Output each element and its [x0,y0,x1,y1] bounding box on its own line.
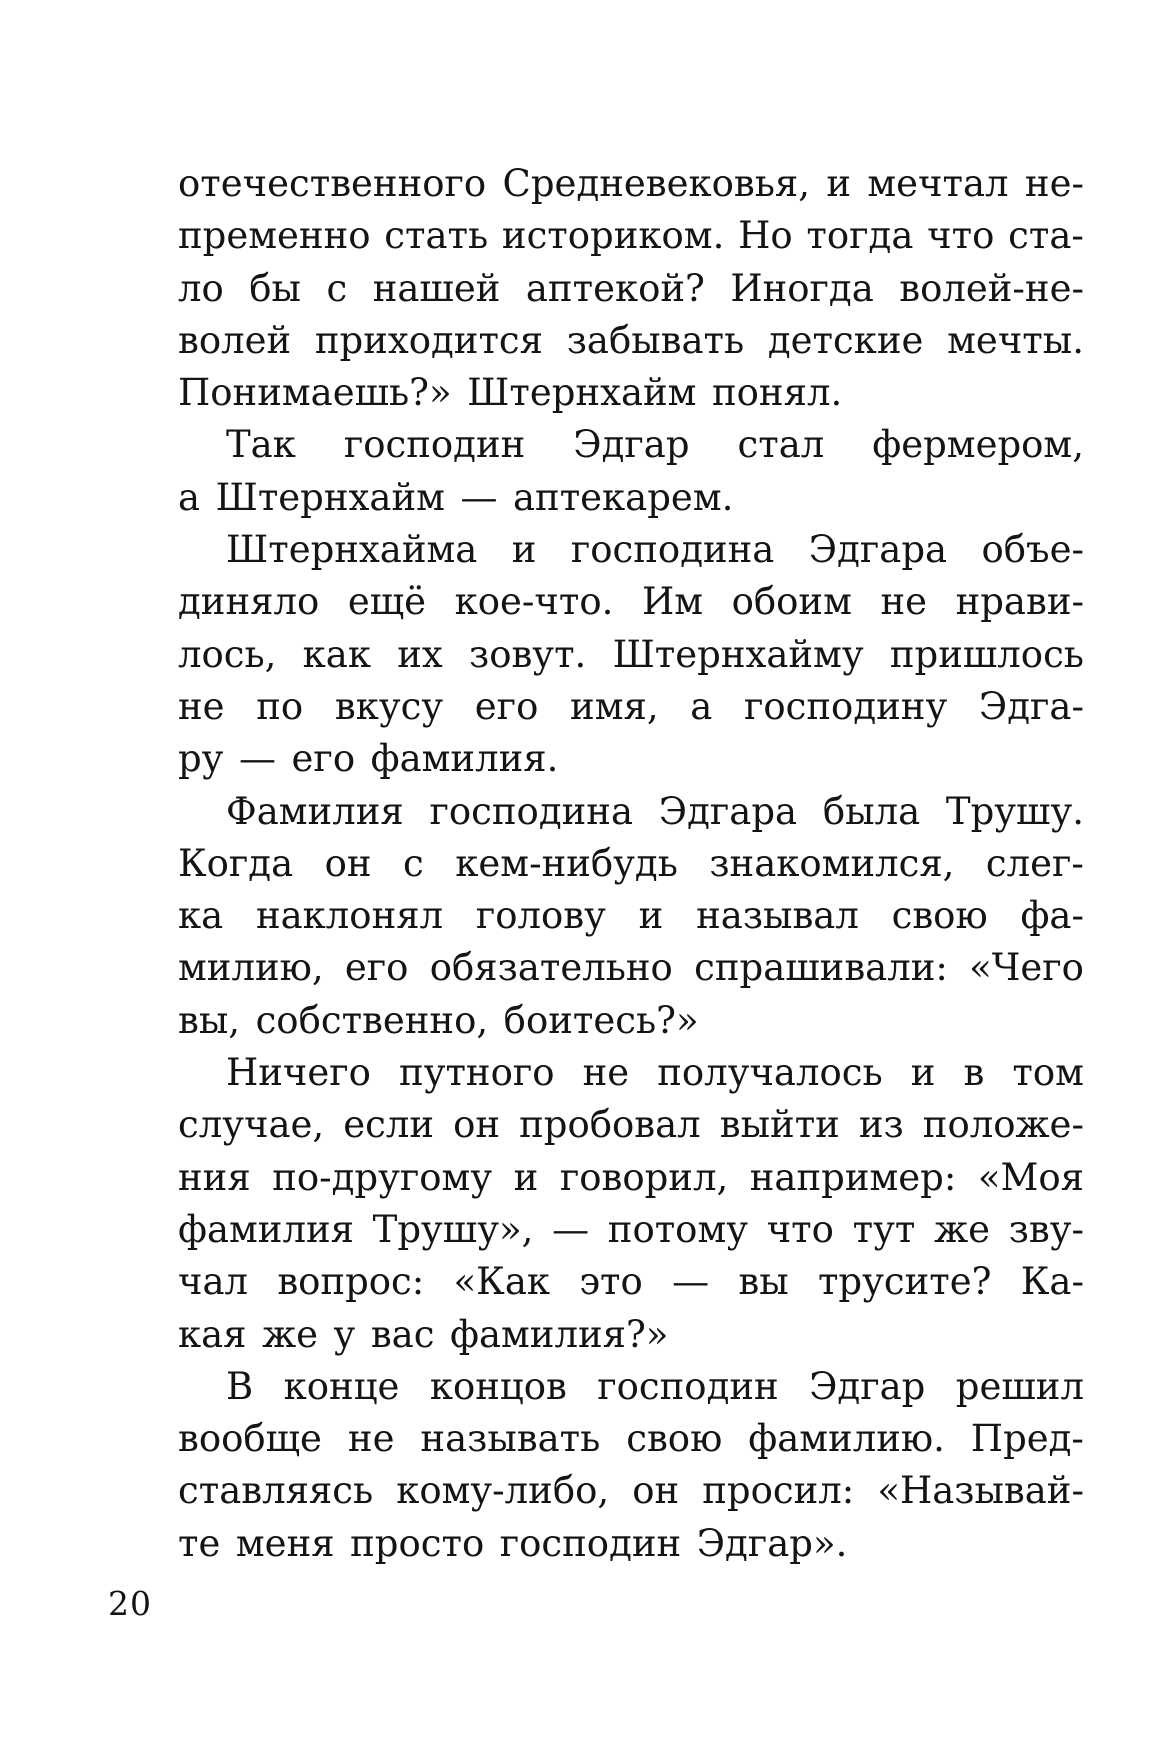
word: как [302,632,371,676]
word: трусите? [817,1260,992,1304]
body-text [178,158,1084,1570]
text-line [178,367,1084,419]
word: с [326,266,348,310]
word: фа- [1020,894,1084,938]
paragraph [178,786,1084,1047]
word: Штернхайма [226,528,478,572]
word: нашей [372,266,501,310]
text-line [178,786,1084,838]
word: Штернхайм [215,475,445,519]
word: волей [178,318,292,362]
word: том [1012,1051,1084,1095]
word: это [579,1260,643,1304]
text-line [178,158,1084,210]
text-line [178,890,1084,942]
word: «Как [453,1260,551,1304]
word: меня [235,1521,335,1565]
word: не [880,580,927,624]
word: В [226,1364,254,1408]
word: Эдгар». [696,1521,848,1565]
word: не [347,1417,395,1461]
word: его [474,684,539,728]
word: Штернхайм [467,371,697,415]
word: получалось [657,1051,883,1095]
word: спрашивали: [694,946,948,990]
word: концов [429,1364,567,1408]
word: например: [749,1155,957,1199]
word: Им [641,580,703,624]
word: ру [178,737,224,781]
word: нрави- [955,580,1084,624]
word: Эдгара [808,528,948,572]
word: — [672,1260,710,1304]
word: конце [283,1364,400,1408]
word: милию, [178,946,324,990]
word: и [638,894,664,938]
word: знакомился, [709,841,955,885]
word: пришлось [889,632,1084,676]
word: тут [852,1207,916,1251]
text-line [178,210,1084,262]
word: зовут. [469,632,587,676]
word: Трушу», [372,1207,534,1251]
word: ния [178,1155,251,1199]
word: потому [607,1207,749,1251]
word: Фамилия [226,789,404,833]
page-number: 20 [108,1584,152,1623]
word: он [453,1103,501,1147]
word: случае, [178,1103,325,1147]
word: а [178,475,201,519]
word: обоим [731,580,852,624]
word: Эдга- [978,684,1084,728]
word: не- [1024,162,1084,205]
word: путного [399,1051,555,1095]
word: и [511,528,537,572]
word: его [344,946,409,990]
word: Иногда [730,266,874,310]
text-line [178,1099,1084,1151]
word: кая [178,1312,247,1356]
word: у [333,1312,356,1356]
word: он [632,1469,680,1513]
word: ста- [1008,214,1084,258]
word: просил: [702,1469,855,1513]
paragraph [178,158,1084,419]
text-line [178,524,1084,576]
word: голову [475,894,606,938]
word: ло [178,266,224,310]
word: Эдгар [809,1364,926,1408]
word: господин [499,1521,682,1565]
word: Ничего [226,1051,371,1095]
text-line [178,1204,1084,1256]
word: не [582,1051,630,1095]
text-line [178,315,1084,367]
word: ставляясь [178,1469,374,1513]
word: бы [249,266,301,310]
word: что [927,214,995,258]
word: фамилию. [748,1417,945,1461]
word: имя, [570,684,659,728]
word: слег- [985,841,1084,885]
text-line [178,419,1084,471]
word: объе- [981,528,1084,572]
paragraph [178,419,1084,524]
word: он [324,841,372,885]
word: собственно, [255,998,489,1042]
paragraph [178,1047,1084,1361]
paragraph [178,1361,1084,1570]
word: вообще [178,1417,322,1461]
word: кому-либо, [396,1469,610,1513]
word: господин [343,423,526,467]
text-line [178,1465,1084,1517]
word: — [239,737,276,781]
word: господин [597,1364,779,1408]
word: тогда [806,214,914,258]
word: и [826,162,852,205]
word: приходится [314,318,543,362]
word: Когда [178,841,294,885]
text-line [178,629,1084,681]
word: наклонял [255,894,444,938]
word: господину [744,684,948,728]
text-line [178,1047,1084,1099]
word: Трушу. [945,789,1084,833]
word: лось, [178,632,277,676]
text-line [178,1361,1084,1413]
word: его [291,737,356,781]
word: решил [955,1364,1084,1408]
word: Так [226,423,296,467]
text-line [178,1518,1084,1570]
word: боитесь?» [503,998,699,1042]
word: же [262,1312,318,1356]
word: ещё [347,580,427,624]
text-line [178,263,1084,315]
word: вопрос: [277,1260,425,1304]
word: Понимаешь?» [178,371,452,415]
word: их [397,632,443,676]
text-line [178,681,1084,733]
text-line [178,472,1084,524]
word: Эдгара [658,789,798,833]
paragraph [178,524,1084,785]
word: детские [767,318,924,362]
word: свою [891,894,988,938]
word: пременно [178,214,371,258]
word: вы, [178,998,241,1042]
word: положе- [922,1103,1084,1147]
word: понял. [712,371,843,415]
word: Средневековья, [502,162,810,205]
word: ка [178,894,224,938]
word: волей-не- [899,266,1084,310]
word: историком. [501,214,725,258]
word: аптекой? [525,266,705,310]
word: «Называй- [877,1469,1084,1513]
word: и [910,1051,936,1095]
word: диняло [178,580,320,624]
word: кое-что. [454,580,614,624]
word: мечтал [867,162,1009,205]
word: аптекарем. [512,475,734,519]
word: а [690,684,713,728]
word: не [178,684,225,728]
word: Ка- [1020,1260,1084,1304]
word: фамилия?» [450,1312,669,1356]
word: фамилия [178,1207,354,1251]
text-line [178,733,1084,785]
word: Пред- [970,1417,1084,1461]
word: в [963,1051,985,1095]
word: фермером, [872,423,1084,467]
word: по-другому [272,1155,493,1199]
word: господина [429,789,633,833]
word: пробовал [519,1103,701,1147]
word: зву- [1008,1207,1084,1251]
word: Штернхайму [612,632,864,676]
word: называл [696,894,859,938]
word: «Моя [977,1155,1084,1199]
word: если [343,1103,435,1147]
word: «Чего [969,946,1084,990]
word: фамилия. [370,737,559,781]
text-line [178,1309,1084,1361]
word: — [460,475,498,519]
word: из [858,1103,904,1147]
text-line [178,576,1084,628]
word: по [256,684,304,728]
word: вы [738,1260,789,1304]
word: стал [737,423,825,467]
word: отечественного [178,162,487,205]
text-line [178,1152,1084,1204]
word: те [178,1521,221,1565]
word: стать [384,214,489,258]
word: мечты. [947,318,1084,362]
word: забывать [566,318,745,362]
word: вас [370,1312,435,1356]
word: и [513,1155,539,1199]
word: Эдгар [573,423,690,467]
word: господина [570,528,775,572]
text-line [178,1413,1084,1465]
word: Но [738,214,793,258]
word: — [552,1207,590,1251]
text-line [178,942,1084,994]
word: обязательно [429,946,673,990]
word: же [934,1207,990,1251]
word: вкусу [334,684,444,728]
word: называть [420,1417,601,1461]
word: свою [626,1417,723,1461]
text-line [178,838,1084,890]
word: что [766,1207,834,1251]
word: просто [350,1521,485,1565]
word: с [403,841,424,885]
word: была [822,789,921,833]
word: выйти [719,1103,840,1147]
word: говорил, [559,1155,729,1199]
text-line [178,995,1084,1047]
text-line [178,1256,1084,1308]
word: кем-нибудь [455,841,678,885]
word: чал [178,1260,249,1304]
